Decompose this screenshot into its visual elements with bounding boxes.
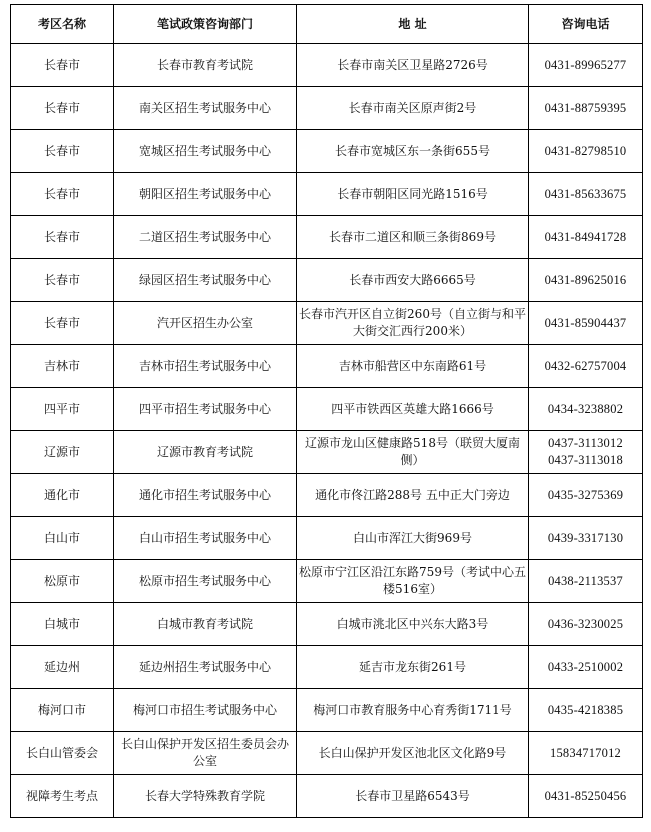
table-row	[11, 775, 643, 818]
address-cell: 长春市宽城区东一条街655号	[297, 130, 529, 173]
address-cell: 长春市二道区和顺三条街869号	[297, 216, 529, 259]
area-cell: 长春市	[11, 216, 114, 259]
phone-cell	[529, 87, 643, 130]
table-row	[11, 216, 643, 259]
table-row	[11, 603, 643, 646]
exam-contact-table	[10, 4, 643, 818]
area-cell: 白山市	[11, 517, 114, 560]
phone-number: 0431-85250456	[544, 788, 627, 803]
phone-cell	[529, 732, 643, 775]
department-cell: 吉林市招生考试服务中心	[114, 345, 297, 388]
phone-cell	[529, 345, 643, 388]
phone-number: 0431-88759395	[544, 100, 627, 115]
phone-number: 0437-3113012	[548, 436, 623, 450]
phone-number: 0431-89965277	[544, 57, 627, 72]
phone-number: 0431-82798510	[544, 143, 627, 158]
table-row	[11, 388, 643, 431]
area-cell: 长春市	[11, 44, 114, 87]
header-department: 笔试政策咨询部门	[114, 5, 297, 44]
table-body	[11, 44, 643, 818]
address-cell: 长春市汽开区自立街260号（自立街与和平大街交汇西行200米）	[297, 302, 529, 345]
address-cell: 白山市浑江大街969号	[297, 517, 529, 560]
phone-cell	[529, 173, 643, 216]
table-row	[11, 173, 643, 216]
table-row	[11, 689, 643, 732]
phone-cell	[529, 603, 643, 646]
address-cell: 梅河口市教育服务中心育秀街1711号	[297, 689, 529, 732]
phone-number: 0431-85633675	[544, 186, 627, 201]
phone-number: 0435-4218385	[547, 702, 624, 717]
header-address: 地 址	[297, 5, 529, 44]
table-header-row	[11, 5, 643, 44]
phone-cell	[529, 259, 643, 302]
table-row	[11, 44, 643, 87]
department-cell: 长春大学特殊教育学院	[114, 775, 297, 818]
address-cell: 长春市南关区原声街2号	[297, 87, 529, 130]
phone-cell	[529, 431, 643, 474]
table-row	[11, 130, 643, 173]
address-cell: 延吉市龙东街261号	[297, 646, 529, 689]
phone-cell	[529, 44, 643, 87]
phone-cell	[529, 689, 643, 732]
table-row	[11, 646, 643, 689]
phone-cell	[529, 517, 643, 560]
phone-number: 0438-2113537	[548, 573, 623, 588]
phone-number: 0436-3230025	[547, 616, 624, 631]
department-cell: 绿园区招生考试服务中心	[114, 259, 297, 302]
address-cell: 四平市铁西区英雄大路1666号	[297, 388, 529, 431]
address-cell: 辽源市龙山区健康路518号（联贸大厦南侧）	[297, 431, 529, 474]
department-cell: 辽源市教育考试院	[114, 431, 297, 474]
area-cell: 通化市	[11, 474, 114, 517]
phone-cell	[529, 388, 643, 431]
phone-cell	[529, 560, 643, 603]
table-row	[11, 560, 643, 603]
area-cell: 吉林市	[11, 345, 114, 388]
department-cell: 延边州招生考试服务中心	[114, 646, 297, 689]
table-row	[11, 259, 643, 302]
phone-number: 0434-3238802	[547, 401, 624, 416]
address-cell: 吉林市船营区中东南路61号	[297, 345, 529, 388]
table-row	[11, 302, 643, 345]
phone-number: 0435-3275369	[547, 487, 624, 502]
table-row	[11, 517, 643, 560]
table-row	[11, 474, 643, 517]
phone-number: 15834717012	[550, 745, 621, 760]
area-cell: 长春市	[11, 259, 114, 302]
phone-number: 0431-89625016	[544, 272, 627, 287]
department-cell: 宽城区招生考试服务中心	[114, 130, 297, 173]
department-cell: 二道区招生考试服务中心	[114, 216, 297, 259]
department-cell: 白城市教育考试院	[114, 603, 297, 646]
department-cell: 长白山保护开发区招生委员会办公室	[114, 732, 297, 775]
area-cell: 白城市	[11, 603, 114, 646]
table-row	[11, 345, 643, 388]
address-cell: 长白山保护开发区池北区文化路9号	[297, 732, 529, 775]
phone-cell	[529, 775, 643, 818]
area-cell: 延边州	[11, 646, 114, 689]
header-area: 考区名称	[11, 5, 114, 44]
address-cell: 松原市宁江区沿江东路759号（考试中心五楼516室）	[297, 560, 529, 603]
address-cell: 长春市朝阳区同光路1516号	[297, 173, 529, 216]
address-cell: 通化市佟江路288号 五中正大门旁边	[297, 474, 529, 517]
address-cell: 长春市南关区卫星路2726号	[297, 44, 529, 87]
phone-cell	[529, 474, 643, 517]
department-cell: 四平市招生考试服务中心	[114, 388, 297, 431]
phone-number: 0431-84941728	[544, 229, 627, 244]
area-cell: 松原市	[11, 560, 114, 603]
address-cell: 长春市西安大路6665号	[297, 259, 529, 302]
table-row	[11, 87, 643, 130]
area-cell: 四平市	[11, 388, 114, 431]
phone-cell	[529, 646, 643, 689]
department-cell: 白山市招生考试服务中心	[114, 517, 297, 560]
table-row	[11, 431, 643, 474]
area-cell: 长春市	[11, 130, 114, 173]
phone-cell	[529, 216, 643, 259]
area-cell: 梅河口市	[11, 689, 114, 732]
area-cell: 辽源市	[11, 431, 114, 474]
phone-number: 0439-3317130	[547, 530, 624, 545]
header-phone: 咨询电话	[529, 5, 643, 44]
area-cell: 长春市	[11, 87, 114, 130]
department-cell: 南关区招生考试服务中心	[114, 87, 297, 130]
phone-number: 0433-2510002	[547, 659, 624, 674]
phone-number: 0432-62757004	[544, 358, 627, 373]
address-cell: 白城市洮北区中兴东大路3号	[297, 603, 529, 646]
department-cell: 长春市教育考试院	[114, 44, 297, 87]
area-cell: 视障考生考点	[11, 775, 114, 818]
department-cell: 松原市招生考试服务中心	[114, 560, 297, 603]
phone-cell	[529, 130, 643, 173]
phone-cell	[529, 302, 643, 345]
table-row	[11, 732, 643, 775]
phone-number: 0437-3113018	[548, 453, 623, 467]
phone-number: 0431-85904437	[544, 315, 627, 330]
department-cell: 汽开区招生办公室	[114, 302, 297, 345]
department-cell: 通化市招生考试服务中心	[114, 474, 297, 517]
area-cell: 长春市	[11, 302, 114, 345]
department-cell: 梅河口市招生考试服务中心	[114, 689, 297, 732]
area-cell: 长春市	[11, 173, 114, 216]
area-cell: 长白山管委会	[11, 732, 114, 775]
address-cell: 长春市卫星路6543号	[297, 775, 529, 818]
department-cell: 朝阳区招生考试服务中心	[114, 173, 297, 216]
